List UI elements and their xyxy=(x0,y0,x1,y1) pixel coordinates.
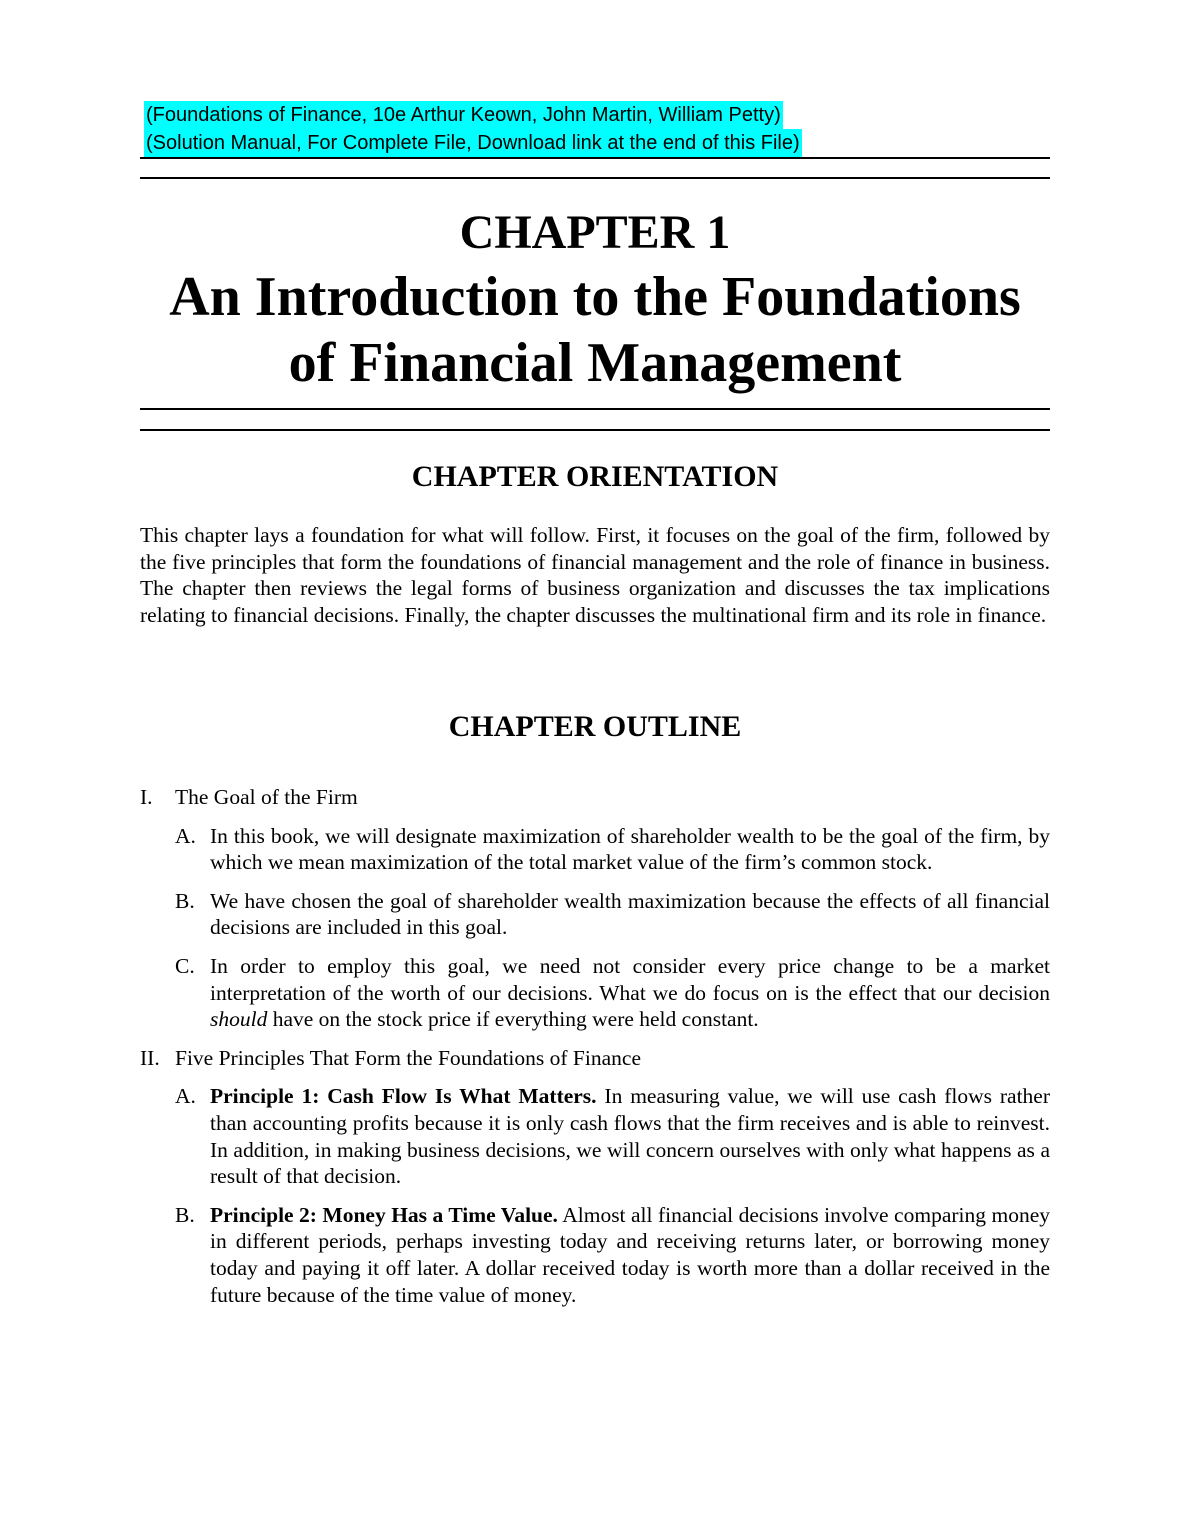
source-banner xyxy=(144,101,802,157)
item-text: In this book, we will designate maximization of shareholder wealth to be the goal of the firm, by which we mean maximization of the total market value of the firm’s common stock. xyxy=(210,823,1050,875)
item-text: Almost all financial decisions involve comparing money in different periods, perhaps investing today and receiving returns later, or borrowing money today and paying it off later. A dollar received today is worth more than a dollar received in the future because of the time value of money. xyxy=(210,1202,1050,1307)
chapter-heading xyxy=(140,206,1050,396)
item-text: We have chosen the goal of shareholder wealth maximization because the effects of all financial decisions are included in this goal. xyxy=(210,888,1050,940)
outline-heading: CHAPTER OUTLINE xyxy=(448,710,742,743)
outline-item xyxy=(140,1202,1050,1308)
section-number: II. xyxy=(140,1045,160,1070)
item-text: In measuring value, we will use cash flows rather than accounting profits because it is only cash flows that the firm receives and is able to reinvest. In addition, in making business decisions, we will concern ourselves with only what happens as a result of that decision. xyxy=(210,1084,1050,1189)
divider-rule xyxy=(140,157,1050,159)
outline-section xyxy=(140,1045,1050,1072)
item-text: have on the stock price if everything were held constant. xyxy=(267,1007,759,1032)
principle-title: Principle 2: Money Has a Time Value. xyxy=(210,1202,558,1227)
divider-rule xyxy=(140,177,1050,179)
orientation-heading: CHAPTER ORIENTATION xyxy=(411,460,779,493)
section-number: I. xyxy=(140,785,153,809)
divider-rule xyxy=(140,408,1050,410)
item-letter: A. xyxy=(175,823,196,848)
outline-item xyxy=(140,823,1050,876)
section-title: Five Principles That Form the Foundations of Finance xyxy=(175,1045,641,1070)
outline-section xyxy=(140,784,1050,811)
item-letter: B. xyxy=(175,888,195,913)
chapter-title-line-2: of Financial Management xyxy=(288,332,902,394)
chapter-title-line-1: An Introduction to the Foundations xyxy=(169,266,1021,328)
item-emphasis: should xyxy=(210,1007,268,1032)
item-letter: B. xyxy=(175,1202,195,1227)
chapter-outline xyxy=(140,784,1050,1308)
chapter-title xyxy=(140,264,1050,396)
chapter-number: CHAPTER 1 xyxy=(459,206,731,259)
outline-item xyxy=(140,1083,1050,1189)
principle-title: Principle 1: Cash Flow Is What Matters. xyxy=(210,1084,597,1109)
item-letter: A. xyxy=(175,1084,196,1109)
divider-rule xyxy=(140,429,1050,431)
orientation-paragraph: This chapter lays a foundation for what will follow. First, it focuses on the goal of the firm, followed by the five principles that form the foundations of financial management and the role of finance in business. The chapter then reviews the legal forms of business organization and discusses the tax implications relating to financial decisions. Finally, the chapter discusses the multinational firm and its role in finance. xyxy=(140,523,1050,627)
banner-line-1: (Foundations of Finance, 10e Arthur Keown, John Martin, William Petty) xyxy=(144,101,783,129)
banner-line-2: (Solution Manual, For Complete File, Download link at the end of this File) xyxy=(144,129,802,157)
item-letter: C. xyxy=(175,953,195,978)
section-title: The Goal of the Firm xyxy=(175,785,358,809)
outline-item xyxy=(140,888,1050,941)
item-text: In order to employ this goal, we need not consider every price change to be a market interpretation of the worth of our decisions. What we do focus on is the effect that our decision xyxy=(210,953,1050,1005)
outline-item xyxy=(140,953,1050,1033)
